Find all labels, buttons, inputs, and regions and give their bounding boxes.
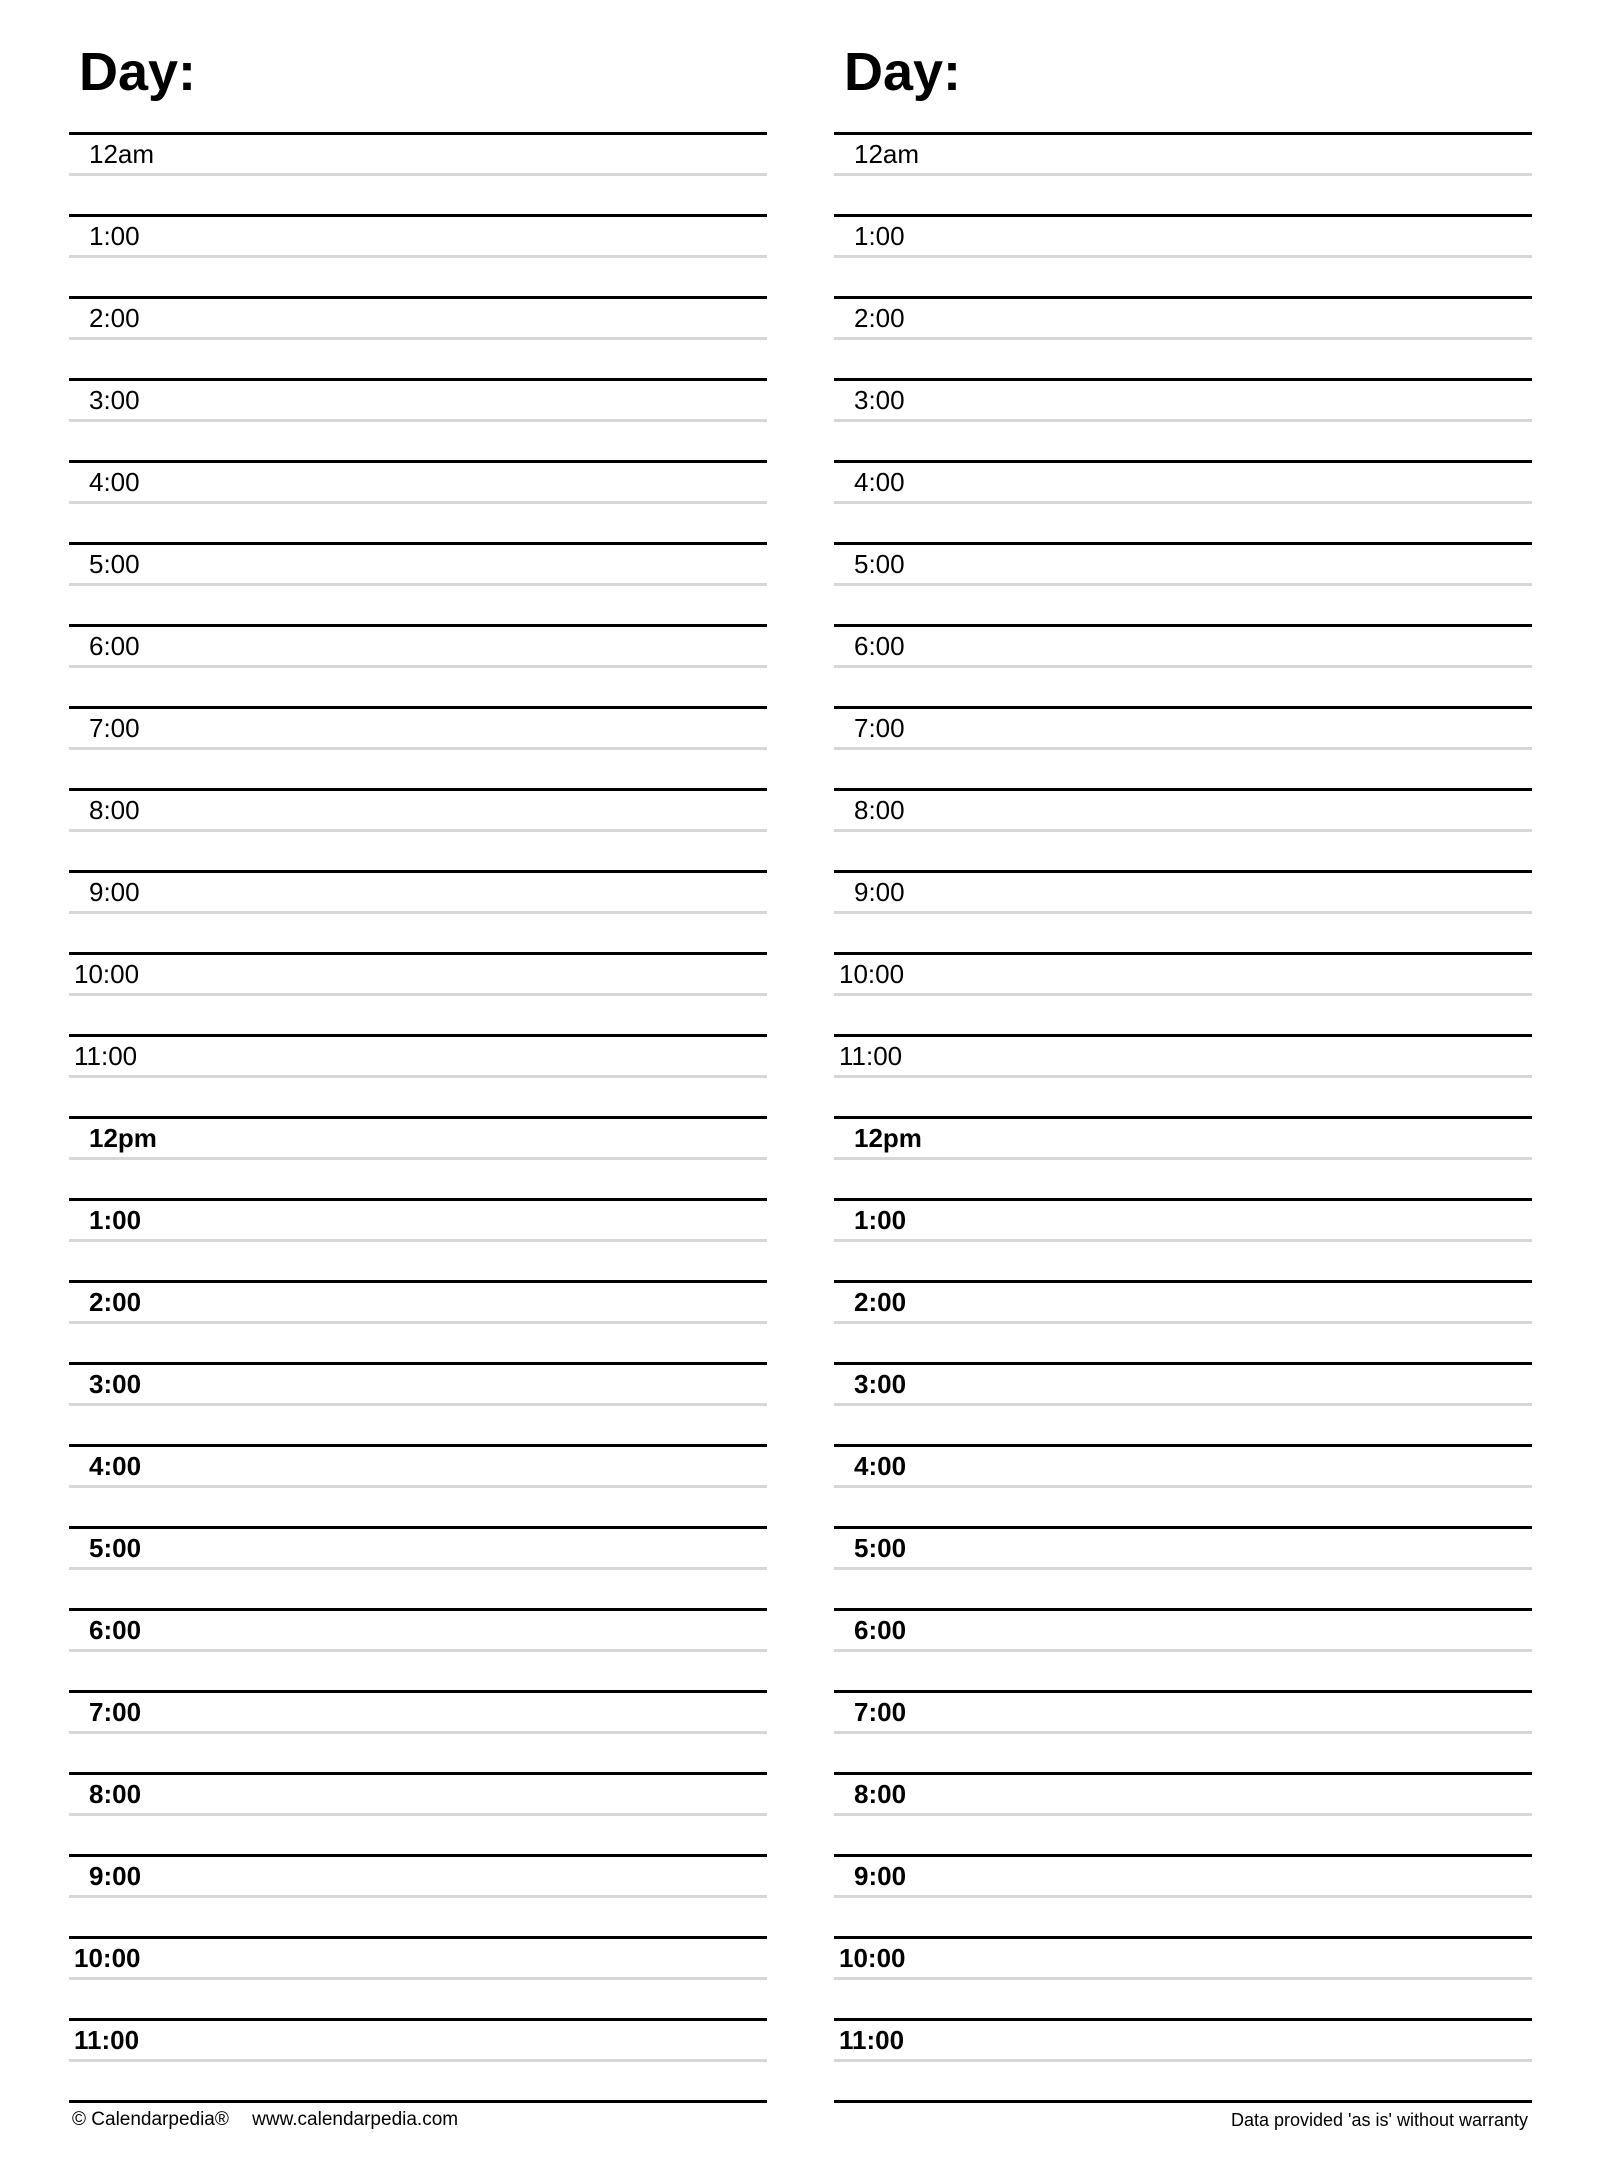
hour-slot[interactable] bbox=[834, 1034, 1532, 1116]
hour-label: 8:00 bbox=[854, 795, 905, 825]
hour-slot[interactable] bbox=[834, 1362, 1532, 1444]
half-hour-divider bbox=[69, 1485, 767, 1488]
half-hour-divider bbox=[69, 1075, 767, 1078]
hour-label: 3:00 bbox=[89, 1369, 142, 1399]
hour-label: 1:00 bbox=[854, 221, 905, 251]
hour-label: 9:00 bbox=[854, 877, 905, 907]
hour-slot[interactable] bbox=[834, 296, 1532, 378]
day-column-right bbox=[834, 0, 1532, 2178]
hour-label: 5:00 bbox=[89, 1533, 142, 1563]
hour-slot[interactable] bbox=[834, 2018, 1532, 2100]
hour-label: 12pm bbox=[854, 1123, 922, 1153]
half-hour-divider bbox=[69, 1895, 767, 1898]
half-hour-divider bbox=[69, 501, 767, 504]
hour-label: 2:00 bbox=[89, 1287, 142, 1317]
half-hour-divider bbox=[69, 747, 767, 750]
hour-slot[interactable] bbox=[834, 788, 1532, 870]
hour-slot[interactable] bbox=[834, 460, 1532, 542]
hour-label: 12am bbox=[854, 139, 920, 169]
hour-label: 8:00 bbox=[89, 1779, 142, 1809]
hour-label: 9:00 bbox=[89, 877, 140, 907]
hour-label: 2:00 bbox=[89, 303, 140, 333]
hour-label: 4:00 bbox=[854, 467, 905, 497]
bottom-rule bbox=[834, 2100, 1532, 2103]
half-hour-divider bbox=[69, 2059, 767, 2062]
half-hour-divider bbox=[69, 419, 767, 422]
bottom-rule bbox=[69, 2100, 767, 2103]
hour-label: 6:00 bbox=[854, 631, 905, 661]
hour-slot[interactable] bbox=[834, 1936, 1532, 2018]
hour-label: 5:00 bbox=[854, 549, 905, 579]
hour-label: 12pm bbox=[89, 1123, 157, 1153]
half-hour-divider bbox=[69, 1403, 767, 1406]
hour-slot[interactable] bbox=[69, 2018, 767, 2100]
copyright-text: © Calendarpedia® bbox=[72, 2109, 229, 2130]
hour-label: 2:00 bbox=[854, 1287, 907, 1317]
hour-label: 1:00 bbox=[89, 1205, 142, 1235]
hour-slot[interactable] bbox=[69, 1198, 767, 1280]
half-hour-divider bbox=[834, 829, 1532, 832]
half-hour-divider bbox=[834, 911, 1532, 914]
half-hour-divider bbox=[834, 1485, 1532, 1488]
hour-slot[interactable] bbox=[834, 1280, 1532, 1362]
half-hour-divider bbox=[834, 583, 1532, 586]
half-hour-divider bbox=[834, 1567, 1532, 1570]
hour-slot[interactable] bbox=[69, 378, 767, 460]
half-hour-divider bbox=[69, 1157, 767, 1160]
disclaimer-text: Data provided 'as is' without warranty bbox=[1230, 2110, 1528, 2130]
hour-label: 4:00 bbox=[854, 1451, 907, 1481]
hour-slot[interactable] bbox=[69, 952, 767, 1034]
hour-label: 11:00 bbox=[839, 2025, 905, 2055]
half-hour-divider bbox=[69, 583, 767, 586]
half-hour-divider bbox=[69, 829, 767, 832]
half-hour-divider bbox=[69, 911, 767, 914]
hour-label: 5:00 bbox=[89, 549, 140, 579]
half-hour-divider bbox=[834, 1731, 1532, 1734]
hour-label: 9:00 bbox=[89, 1861, 142, 1891]
half-hour-divider bbox=[834, 1813, 1532, 1816]
hour-label: 3:00 bbox=[854, 385, 905, 415]
hour-slot[interactable] bbox=[69, 706, 767, 788]
hour-slot[interactable] bbox=[834, 1608, 1532, 1690]
hour-label: 7:00 bbox=[854, 1697, 907, 1727]
half-hour-divider bbox=[834, 1977, 1532, 1980]
half-hour-divider bbox=[834, 747, 1532, 750]
half-hour-divider bbox=[834, 1895, 1532, 1898]
hour-slot[interactable] bbox=[834, 870, 1532, 952]
hour-label: 1:00 bbox=[854, 1205, 907, 1235]
hour-slot[interactable] bbox=[69, 1772, 767, 1854]
half-hour-divider bbox=[69, 173, 767, 176]
hour-slot[interactable] bbox=[69, 1690, 767, 1772]
half-hour-divider bbox=[834, 1075, 1532, 1078]
hour-slot[interactable] bbox=[69, 1854, 767, 1936]
hour-label: 6:00 bbox=[854, 1615, 907, 1645]
hour-slot[interactable] bbox=[834, 952, 1532, 1034]
half-hour-divider bbox=[834, 173, 1532, 176]
hour-label: 3:00 bbox=[89, 385, 140, 415]
half-hour-divider bbox=[834, 665, 1532, 668]
half-hour-divider bbox=[834, 419, 1532, 422]
half-hour-divider bbox=[834, 1239, 1532, 1242]
half-hour-divider bbox=[69, 1731, 767, 1734]
hour-slot[interactable] bbox=[69, 1362, 767, 1444]
hour-label: 11:00 bbox=[74, 1041, 138, 1071]
half-hour-divider bbox=[834, 1403, 1532, 1406]
hour-label: 10:00 bbox=[74, 1943, 141, 1973]
hour-slot[interactable] bbox=[69, 1116, 767, 1198]
hour-label: 7:00 bbox=[89, 1697, 142, 1727]
hour-label: 6:00 bbox=[89, 631, 140, 661]
hour-label: 7:00 bbox=[854, 713, 905, 743]
hour-slot[interactable] bbox=[69, 1936, 767, 2018]
hour-label: 11:00 bbox=[839, 1041, 903, 1071]
hour-slot[interactable] bbox=[69, 1444, 767, 1526]
hour-label: 8:00 bbox=[89, 795, 140, 825]
half-hour-divider bbox=[834, 2059, 1532, 2062]
hour-slot[interactable] bbox=[834, 624, 1532, 706]
hour-slot[interactable] bbox=[69, 132, 767, 214]
hour-slot[interactable] bbox=[834, 542, 1532, 624]
half-hour-divider bbox=[834, 1321, 1532, 1324]
half-hour-divider bbox=[834, 993, 1532, 996]
hour-slot[interactable] bbox=[69, 624, 767, 706]
hour-label: 4:00 bbox=[89, 467, 140, 497]
hour-slot[interactable] bbox=[69, 214, 767, 296]
half-hour-divider bbox=[69, 1813, 767, 1816]
half-hour-divider bbox=[69, 665, 767, 668]
hour-label: 10:00 bbox=[839, 959, 905, 989]
half-hour-divider bbox=[69, 1649, 767, 1652]
hour-label: 7:00 bbox=[89, 713, 140, 743]
hour-label: 1:00 bbox=[89, 221, 140, 251]
half-hour-divider bbox=[834, 337, 1532, 340]
day-title: Day: bbox=[844, 42, 962, 102]
hour-slot[interactable] bbox=[69, 1608, 767, 1690]
hour-slot[interactable] bbox=[69, 296, 767, 378]
hour-slot[interactable] bbox=[834, 1116, 1532, 1198]
hour-slot[interactable] bbox=[69, 1280, 767, 1362]
hour-label: 12am bbox=[89, 139, 155, 169]
hour-label: 10:00 bbox=[74, 959, 140, 989]
website-link[interactable]: www.calendarpedia.com bbox=[252, 2109, 459, 2130]
half-hour-divider bbox=[69, 1567, 767, 1570]
hour-slot[interactable] bbox=[834, 1854, 1532, 1936]
hour-slot-list bbox=[69, 132, 767, 2100]
hour-slot[interactable] bbox=[69, 1526, 767, 1608]
hour-label: 5:00 bbox=[854, 1533, 907, 1563]
hour-slot[interactable] bbox=[69, 1034, 767, 1116]
day-column-left bbox=[69, 0, 767, 2178]
hour-slot[interactable] bbox=[834, 378, 1532, 460]
half-hour-divider bbox=[69, 337, 767, 340]
hour-slot[interactable] bbox=[834, 214, 1532, 296]
half-hour-divider bbox=[834, 1649, 1532, 1652]
half-hour-divider bbox=[69, 255, 767, 258]
hour-slot[interactable] bbox=[834, 1526, 1532, 1608]
hour-label: 8:00 bbox=[854, 1779, 907, 1809]
hour-label: 10:00 bbox=[839, 1943, 906, 1973]
half-hour-divider bbox=[69, 1239, 767, 1242]
day-title: Day: bbox=[79, 42, 197, 102]
hour-label: 3:00 bbox=[854, 1369, 907, 1399]
hour-label: 6:00 bbox=[89, 1615, 142, 1645]
hour-label: 4:00 bbox=[89, 1451, 142, 1481]
hour-slot-list bbox=[834, 132, 1532, 2100]
half-hour-divider bbox=[834, 501, 1532, 504]
hour-slot[interactable] bbox=[834, 1690, 1532, 1772]
hour-label: 2:00 bbox=[854, 303, 905, 333]
half-hour-divider bbox=[69, 1321, 767, 1324]
hour-slot[interactable] bbox=[834, 132, 1532, 214]
hour-slot[interactable] bbox=[69, 870, 767, 952]
hour-label: 9:00 bbox=[854, 1861, 907, 1891]
hour-slot[interactable] bbox=[834, 1772, 1532, 1854]
half-hour-divider bbox=[834, 1157, 1532, 1160]
half-hour-divider bbox=[69, 1977, 767, 1980]
hour-label: 11:00 bbox=[74, 2025, 140, 2055]
half-hour-divider bbox=[69, 993, 767, 996]
hour-slot[interactable] bbox=[69, 788, 767, 870]
hour-slot[interactable] bbox=[834, 1444, 1532, 1526]
hour-slot[interactable] bbox=[834, 1198, 1532, 1280]
half-hour-divider bbox=[834, 255, 1532, 258]
footer-credits bbox=[72, 2108, 476, 2132]
hour-slot[interactable] bbox=[69, 542, 767, 624]
hour-slot[interactable] bbox=[69, 460, 767, 542]
hour-slot[interactable] bbox=[834, 706, 1532, 788]
